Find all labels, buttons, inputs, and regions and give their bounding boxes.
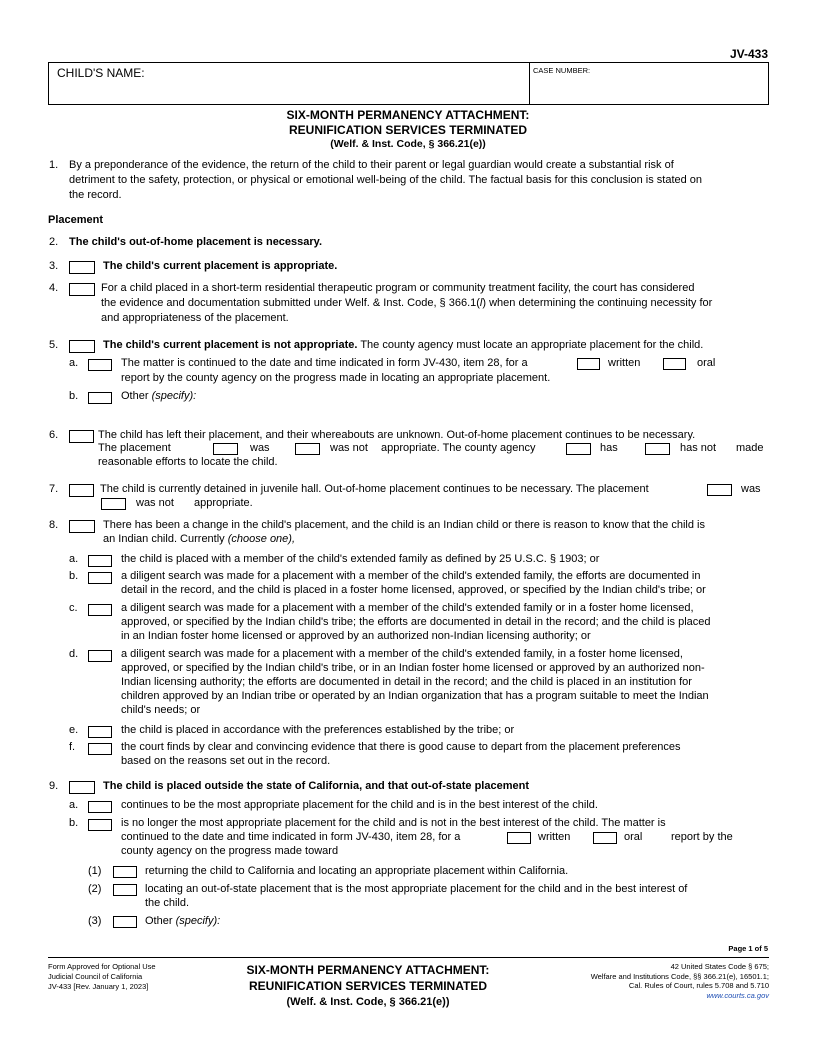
title-line3: (Welf. & Inst. Code, § 366.21(e)) [330, 138, 486, 150]
placement-heading: Placement [48, 214, 104, 226]
item5-text [103, 338, 703, 353]
item6-was-not-checkbox[interactable] [295, 443, 320, 455]
item9b2-label: (2) [88, 883, 102, 895]
item9a-label: a. [69, 799, 79, 811]
item8d-line2: approved, or specified by the Indian child's tribe, or in an Indian foster home licensed or approved by an authorized non- [121, 662, 705, 674]
item8d-label: d. [69, 648, 79, 660]
item9b3-text [145, 914, 220, 929]
item6-has-checkbox[interactable] [566, 443, 591, 455]
item9b3-specify: (specify): [175, 915, 221, 927]
item8e-checkbox[interactable] [88, 726, 112, 738]
item8b-line1: a diligent search was made for a placement with a member of the child's extended family, the efforts are documented in [121, 570, 701, 582]
item8f-line1: the court finds by clear and convincing evidence that there is good cause to depart from the placement preferences [121, 741, 681, 753]
case-number-field[interactable] [532, 78, 764, 100]
item7-was-label: was [741, 483, 761, 495]
item5b-text [121, 389, 196, 404]
item5b-label: b. [69, 390, 79, 402]
item6-checkbox[interactable] [69, 430, 94, 443]
item8-line2-text: an Indian child. Currently [103, 533, 225, 545]
item5a-written-label: written [608, 357, 641, 369]
item9b1-checkbox[interactable] [113, 866, 137, 878]
caption-divider [529, 63, 530, 104]
item8c-line2: approved, or specified by the Indian child's tribe; the efforts are documented in detail in the record; and the child is placed [121, 616, 711, 628]
item9b-oral-label: oral [624, 831, 643, 843]
item8-number: 8. [49, 519, 59, 531]
page-number: Page 1 of 5 [728, 944, 768, 953]
item9b1-label: (1) [88, 865, 102, 877]
footer-left-line1: Form Approved for Optional Use [48, 962, 156, 971]
item9b-checkbox[interactable] [88, 819, 112, 831]
item6-the-placement: The placement [98, 442, 171, 454]
item8d-line3: Indian licensing authority; the efforts are documented in detail in the record; and the child is placed in an institution for [121, 676, 692, 688]
item1-line2: detriment to the safety, protection, or physical or emotional well-being of the child. The factual basis for this conclusion is stated on [69, 174, 703, 186]
item5a-checkbox[interactable] [88, 359, 112, 371]
item8b-checkbox[interactable] [88, 572, 112, 584]
item6-was-checkbox[interactable] [213, 443, 238, 455]
item9b-report-by: report by the [671, 831, 733, 843]
footer-left-line2: Judicial Council of California [48, 972, 143, 981]
item9a-checkbox[interactable] [88, 801, 112, 813]
page-title [0, 108, 816, 152]
item8f-label: f. [69, 741, 76, 753]
item8a-checkbox[interactable] [88, 555, 112, 567]
item4-line2b: ) when determining the continuing necessity for [482, 297, 713, 309]
item7-was-checkbox[interactable] [707, 484, 732, 496]
item9b3-other: Other [145, 915, 173, 927]
title-line2: REUNIFICATION SERVICES TERMINATED [288, 122, 527, 137]
item8a-label: a. [69, 553, 79, 565]
footer-left-line3: JV-433 [Rev. January 1, 2023] [48, 982, 149, 991]
footer-title-line1: SIX-MONTH PERMANENCY ATTACHMENT: [246, 963, 490, 977]
item9b-line2: continued to the date and time indicated in form JV-430, item 28, for a [121, 831, 461, 843]
footer-rule [48, 957, 769, 958]
item6-was-not-label: was not [330, 442, 368, 454]
item3-checkbox[interactable] [69, 261, 95, 274]
item5-number: 5. [49, 339, 59, 351]
item8-choose-one: (choose one), [227, 533, 296, 545]
item4-number: 4. [49, 282, 59, 294]
item7-was-not-label: was not [136, 497, 174, 509]
item9b-written-label: written [538, 831, 571, 843]
item6-has-not-label: has not [680, 442, 717, 454]
item8-line1: There has been a change in the child's placement, and the child is an Indian child or there is reason to know that the child is [103, 519, 705, 531]
item7-was-not-checkbox[interactable] [101, 498, 126, 510]
item5a-line1: The matter is continued to the date and time indicated in form JV-430, item 28, for a [121, 357, 528, 369]
childs-name-label: CHILD'S NAME: [57, 66, 145, 80]
item5a-written-checkbox[interactable] [577, 358, 600, 370]
item8b-label: b. [69, 570, 79, 582]
footer-title [230, 962, 506, 1010]
item2-text: The child's out-of-home placement is necessary. [69, 236, 323, 248]
item7-checkbox[interactable] [69, 484, 94, 497]
item9b2-line2: the child. [145, 897, 190, 909]
item5a-oral-checkbox[interactable] [663, 358, 686, 370]
footer-right-line1: 42 United States Code § 675; [670, 962, 769, 971]
item4-line1: For a child placed in a short-term residential therapeutic program or community treatment facility, the court has considered [101, 282, 695, 294]
item6-made: made [736, 442, 764, 454]
item5b-checkbox[interactable] [88, 392, 112, 404]
item8d-line1: a diligent search was made for a placement with a member of the child's extended family, in a foster home licensed, [121, 648, 683, 660]
item5-checkbox[interactable] [69, 340, 95, 353]
item8e-text: the child is placed in accordance with the preferences established by the tribe; or [121, 724, 515, 736]
footer-title-line2: REUNIFICATION SERVICES TERMINATED [248, 979, 487, 993]
item6-was-label: was [250, 442, 270, 454]
footer-citations [509, 962, 769, 1000]
item8f-line2: based on the reasons set out in the record. [121, 755, 331, 767]
item8d-line5: child's needs; or [121, 704, 201, 716]
item7-number: 7. [49, 483, 59, 495]
item4-line2 [101, 296, 712, 311]
item9b3-checkbox[interactable] [113, 916, 137, 928]
item9b-oral-checkbox[interactable] [593, 832, 617, 844]
item8a-text: the child is placed with a member of the child's extended family as defined by 25 U.S.C. § 1903; or [121, 553, 600, 565]
item6-has-not-checkbox[interactable] [645, 443, 670, 455]
item6-appropriate-text: appropriate. The county agency [381, 442, 536, 454]
item8d-checkbox[interactable] [88, 650, 112, 662]
item8c-line1: a diligent search was made for a placement with a member of the child's extended family or in a foster home licensed, [121, 602, 694, 614]
item8c-line3: in an Indian foster home licensed or approved by an authorized non-Indian licensing authority; or [121, 630, 591, 642]
item8-line2 [103, 532, 295, 547]
item9b-line3: county agency on the progress made toward [121, 845, 339, 857]
item5b-specify: (specify): [151, 390, 197, 402]
item9b2-line1: locating an out-of-state placement that is the most appropriate placement for the child and in the best interest of [145, 883, 688, 895]
footer-right-line3: Cal. Rules of Court, rules 5.708 and 5.710 [628, 981, 769, 990]
form-id: JV-433 [729, 47, 768, 61]
item7-line1: The child is currently detained in juvenile hall. Out-of-home placement continues to be necessary. The placement [100, 483, 649, 495]
item9b3-label: (3) [88, 915, 102, 927]
footer-right-line2: Welfare and Institutions Code, §§ 366.21(e), 16501.1; [590, 971, 769, 981]
item4-line3: and appropriateness of the placement. [101, 312, 289, 324]
item1-line3: the record. [69, 189, 122, 201]
footer-title-line3: (Welf. & Inst. Code, § 366.21(e)) [286, 996, 450, 1008]
item6-has-label: has [600, 442, 618, 454]
title-line1: SIX-MONTH PERMANENCY ATTACHMENT: [286, 108, 530, 122]
item8f-checkbox[interactable] [88, 743, 112, 755]
item5a-line2: report by the county agency on the progress made in locating an appropriate placement. [121, 372, 551, 384]
courts-website-link[interactable]: www.courts.ca.gov [706, 990, 769, 1000]
item8e-label: e. [69, 724, 79, 736]
item9-number: 9. [49, 780, 59, 792]
item6-number: 6. [49, 429, 59, 441]
item9b-written-checkbox[interactable] [507, 832, 531, 844]
item5-rest: The county agency must locate an appropriate placement for the child. [360, 339, 704, 351]
item2-number: 2. [49, 236, 59, 248]
item9b-label: b. [69, 817, 79, 829]
item4-checkbox[interactable] [69, 283, 95, 296]
item9a-text: continues to be the most appropriate placement for the child and is in the best interest of the child. [121, 799, 598, 811]
item6-line1: The child has left their placement, and their whereabouts are unknown. Out-of-home placement continues to be necessary. [98, 429, 696, 441]
item9-text: The child is placed outside the state of California, and that out-of-state placement [103, 780, 529, 792]
item8d-line4: children approved by an Indian tribe or operated by an Indian organization that has a program suitable to meet the Indian [121, 690, 709, 702]
item5b-specify-field[interactable] [210, 389, 760, 417]
case-number-label: CASE NUMBER: [533, 66, 591, 75]
item7-appropriate: appropriate. [194, 497, 253, 509]
item9b2-checkbox[interactable] [113, 884, 137, 896]
item1-number: 1. [49, 159, 59, 171]
item9b3-specify-field[interactable] [232, 914, 762, 938]
item5b-other: Other [121, 390, 149, 402]
childs-name-field[interactable] [56, 80, 526, 100]
item8c-label: c. [69, 602, 78, 614]
item1-line1: By a preponderance of the evidence, the return of the child to their parent or legal guardian would create a substantial risk of [69, 159, 674, 171]
item5-bold: The child's current placement is not appropriate. [103, 339, 358, 351]
item8b-line2: detail in the record, and the child is placed in a foster home licensed, approved, or specified by the Indian child's tribe; or [121, 584, 706, 596]
item8-checkbox[interactable] [69, 520, 95, 533]
item4-line2a: the evidence and documentation submitted under Welf. & Inst. Code, § 366.1( [101, 297, 480, 309]
item3-text: The child's current placement is appropriate. [103, 260, 338, 272]
item8c-checkbox[interactable] [88, 604, 112, 616]
item9b1-text: returning the child to California and locating an appropriate placement within California. [145, 865, 569, 877]
item3-number: 3. [49, 260, 59, 272]
item9-checkbox[interactable] [69, 781, 95, 794]
item5a-oral-label: oral [697, 357, 716, 369]
item4-line2-italic: l [479, 297, 483, 309]
item9b-line1: is no longer the most appropriate placement for the child and is not in the best interest of the child. The matter is [121, 817, 666, 829]
item5a-label: a. [69, 357, 79, 369]
item6-line3: reasonable efforts to locate the child. [98, 456, 278, 468]
